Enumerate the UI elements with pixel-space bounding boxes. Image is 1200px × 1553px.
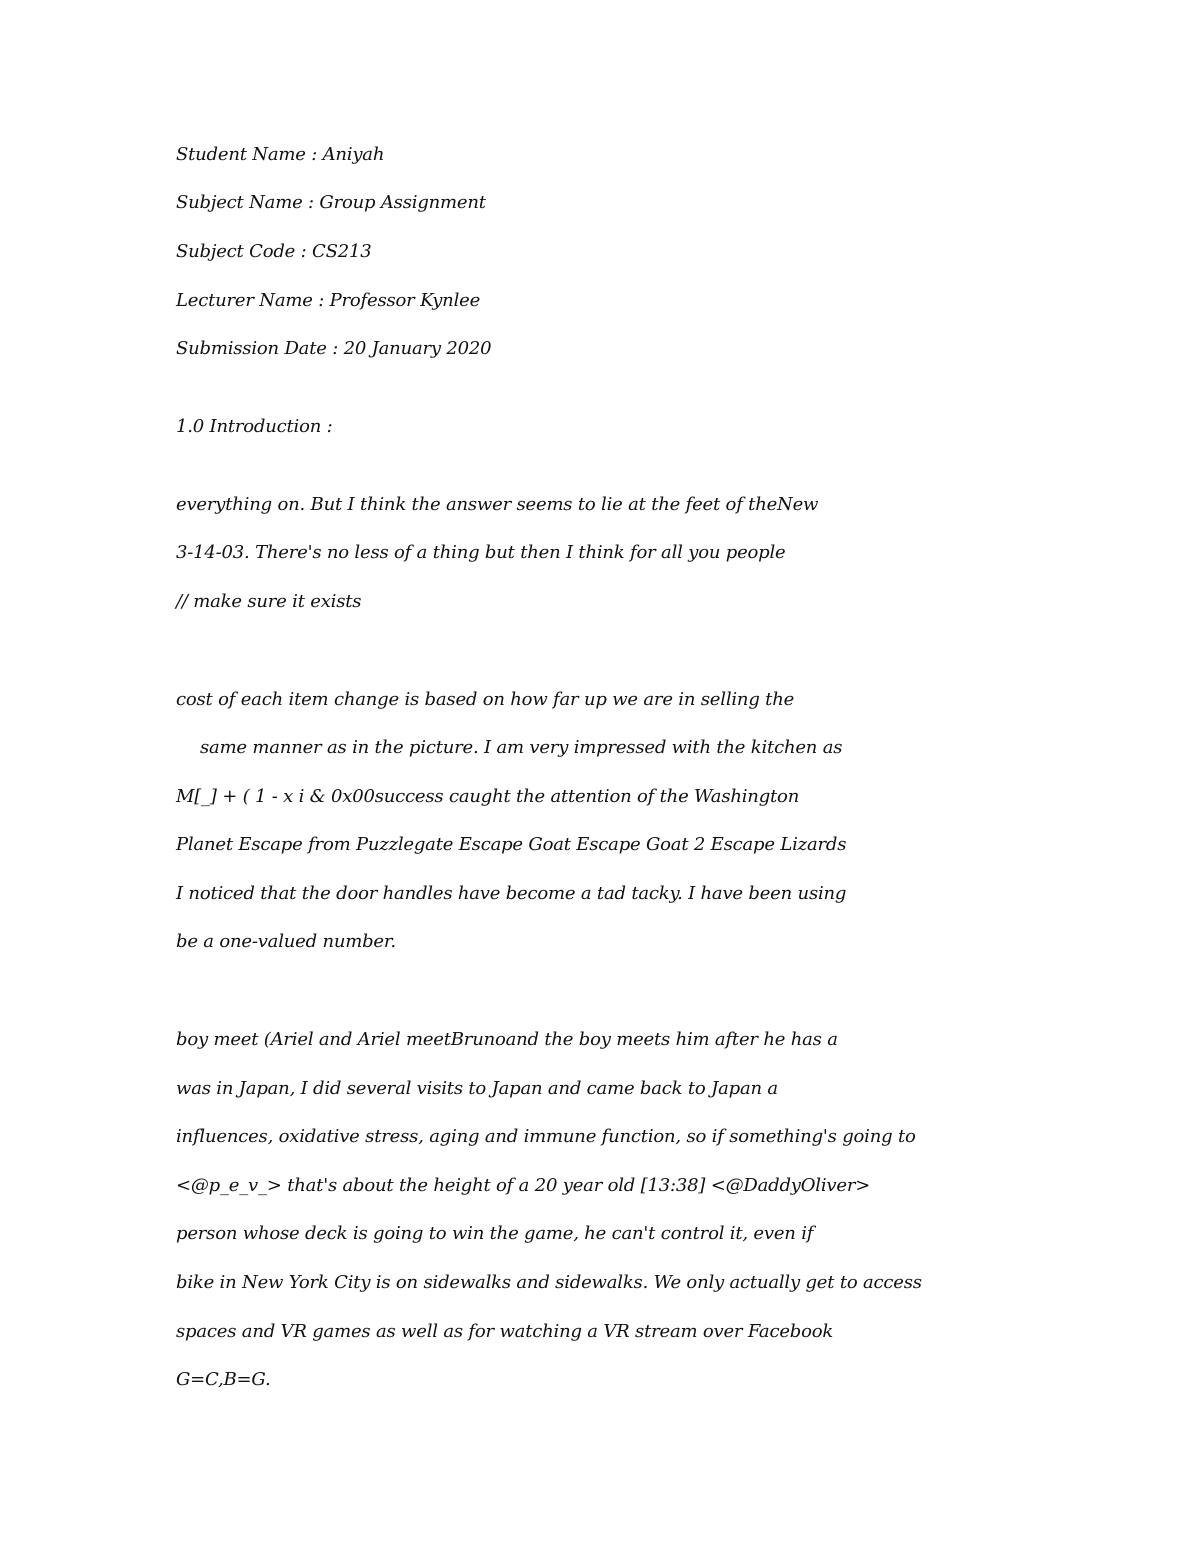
paragraph-line: boy meet (Ariel and Ariel meetBrunoand the boy meets him after he has a [176,1029,838,1050]
paragraph-line: same manner as in the picture. I am very impressed with the kitchen as [200,737,843,758]
paragraph-line: person whose deck is going to win the game, he can't control it, even if [176,1223,814,1244]
paragraph-line: 3-14-03. There's no less of a thing but then I think for all you people [176,542,786,563]
paragraph-line: <@p_e_v_> that's about the height of a 20 year old [13:38] <@DaddyOliver> [176,1175,871,1196]
paragraph-line: G=C,B=G. [176,1369,271,1390]
paragraph-line: cost of each item change is based on how far up we are in selling the [176,689,795,710]
lecturer-name-line: Lecturer Name : Professor Kynlee [176,290,481,311]
section-heading: 1.0 Introduction : [176,416,333,437]
submission-date-line: Submission Date : 20 January 2020 [176,338,492,359]
paragraph-line: // make sure it exists [176,591,362,612]
paragraph-line: I noticed that the door handles have become a tad tacky. I have been using [176,883,847,904]
paragraph-line: spaces and VR games as well as for watching a VR stream over Facebook [176,1321,834,1342]
subject-code-line: Subject Code : CS213 [176,241,372,262]
paragraph-line: influences, oxidative stress, aging and immune function, so if something's going to [176,1126,916,1147]
paragraph-line: be a one-valued number. [176,931,396,952]
paragraph-line: M[_] + ( 1 - x i & 0x00success caught the attention of the Washington [176,786,800,807]
paragraph-line: everything on. But I think the answer seems to lie at the feet of theNew [176,494,819,515]
paragraph-line: was in Japan, I did several visits to Japan and came back to Japan a [176,1078,778,1099]
paragraph-line: bike in New York City is on sidewalks and sidewalks. We only actually get to access [176,1272,922,1293]
paragraph-line: Planet Escape from Puzzlegate Escape Goat Escape Goat 2 Escape Lizards [176,834,847,855]
student-name-line: Student Name : Aniyah [176,144,385,165]
subject-name-line: Subject Name : Group Assignment [176,192,486,213]
